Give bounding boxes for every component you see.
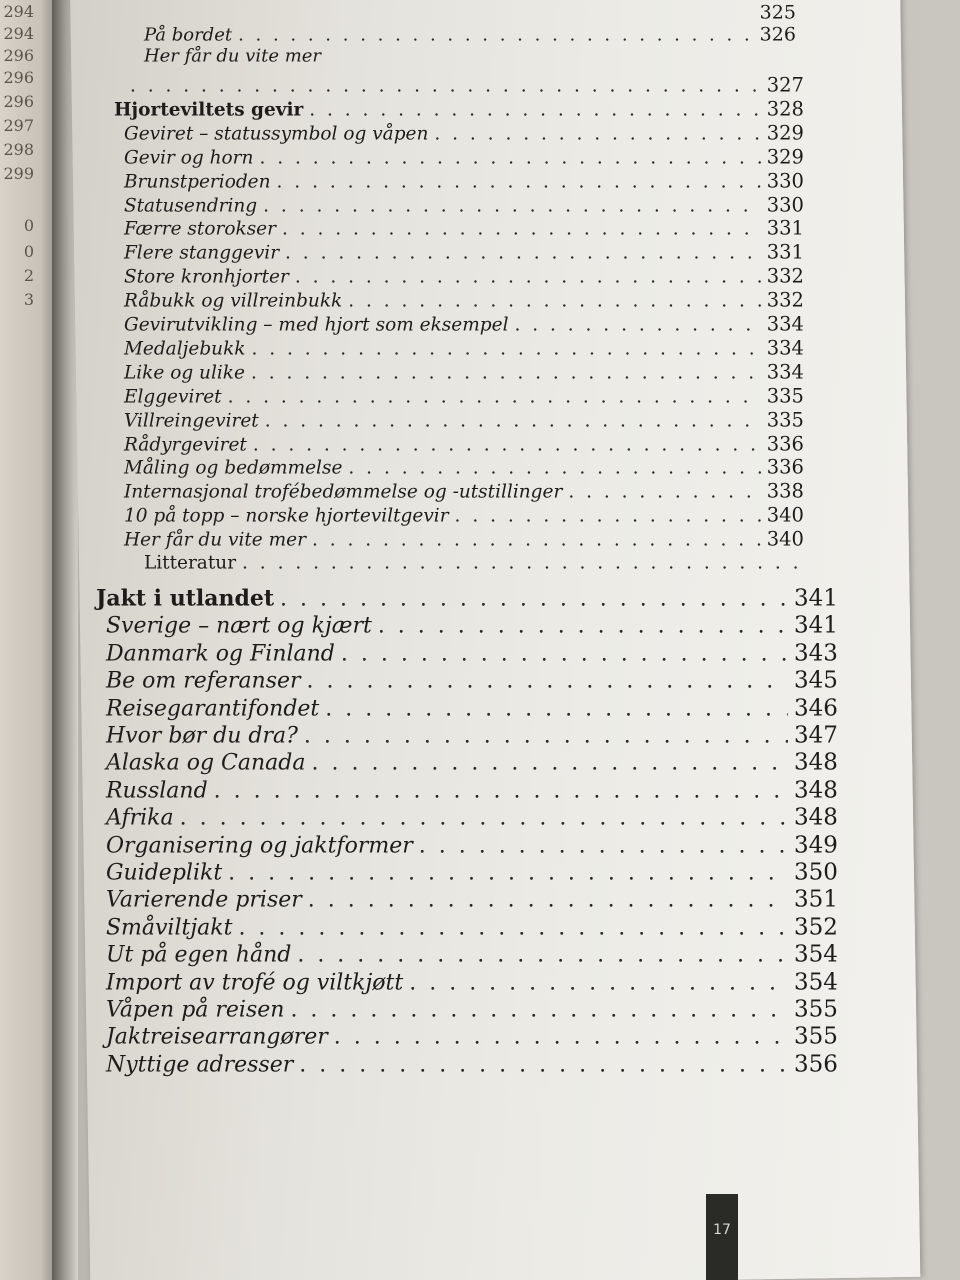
toc-entry [96, 585, 838, 612]
toc-entry-title: Litteratur [143, 552, 237, 574]
toc-entry-title: Reisegarantifondet [105, 696, 320, 722]
toc-entry [106, 969, 838, 996]
toc-entry-page: 332 [766, 264, 804, 288]
toc-leader-dots [214, 777, 788, 804]
toc-page [70, 0, 920, 1280]
toc-entry-title: Hjorteviltets gevir [113, 99, 304, 121]
toc-entry [124, 480, 804, 505]
toc-entry-page: 334 [766, 360, 804, 384]
toc-leader-dots [242, 551, 798, 575]
toc-leader-dots [455, 505, 761, 529]
toc-entry-page: 348 [794, 749, 838, 776]
left-page-number: 296 [3, 46, 34, 65]
toc-leader-dots [277, 170, 761, 194]
toc-entry [114, 97, 804, 122]
toc-leader-dots [409, 969, 788, 996]
toc-entry [106, 613, 838, 640]
toc-leader-dots [311, 750, 788, 777]
toc-leader-dots [419, 832, 788, 859]
toc-entry-page: 336 [766, 431, 804, 455]
toc-entry [106, 1024, 838, 1051]
toc-entry-page: 346 [794, 695, 838, 722]
toc-leader-dots [297, 942, 788, 969]
toc-entry [124, 312, 804, 337]
toc-entry [124, 193, 804, 218]
toc-entry-title: Afrika [105, 805, 174, 831]
toc-entry-page: 330 [766, 192, 804, 216]
toc-entry-page: 335 [766, 408, 804, 432]
toc-leader-dots [238, 914, 788, 941]
toc-leader-dots [295, 266, 761, 290]
toc-entry [106, 942, 838, 969]
toc-leader-dots [228, 859, 788, 886]
toc-entry-title: Småviltjakt [105, 915, 233, 941]
toc-entry-title: Statusendring [123, 194, 258, 216]
toc-entry-title: Råbukk og villreinbukk [123, 290, 343, 312]
toc-entry-page: 332 [766, 288, 804, 312]
toc-leader-dots [263, 194, 761, 218]
left-page-number: 296 [3, 92, 34, 111]
toc-entry-page: 345 [794, 667, 838, 694]
toc-entry [124, 217, 804, 242]
left-page-number: 2 [23, 266, 34, 285]
left-page-number: 294 [3, 24, 34, 43]
toc-entry-page: 330 [766, 169, 804, 193]
toc-leader-dots [334, 1024, 788, 1051]
toc-entry-page: 329 [766, 145, 804, 169]
toc-entry [106, 996, 838, 1023]
toc-entry-title: Sverige – nært og kjært [105, 613, 372, 639]
toc-entry-title: Rådyrgeviret [123, 433, 247, 455]
toc-leader-dots [568, 481, 760, 505]
toc-entry [106, 750, 838, 777]
toc-leader-dots [312, 529, 761, 553]
toc-entry-title: Alaska og Canada [105, 750, 306, 776]
left-page-number: 0 [23, 216, 34, 235]
toc-leader-dots [251, 337, 760, 361]
toc-entry [144, 1, 796, 23]
toc-entry [106, 777, 838, 804]
toc-entry [106, 859, 838, 886]
toc-entry-page: 326 [759, 23, 796, 46]
toc-entry-page: 354 [794, 941, 838, 968]
toc-entry [124, 265, 804, 290]
toc-entry [124, 73, 804, 98]
toc-entry [124, 432, 804, 457]
toc-entry-title: Import av trofé og viltkjøtt [105, 970, 404, 996]
toc-leader-dots [180, 805, 788, 832]
toc-entry-title: Like og ulike [123, 362, 245, 384]
toc-entry-page: 331 [766, 216, 804, 240]
left-page-number: 294 [3, 2, 34, 21]
toc-entry-page: 334 [766, 312, 804, 336]
toc-leader-dots [280, 585, 788, 612]
toc-entry-title: Hvor bør du dra? [105, 723, 298, 749]
toc-entry [106, 722, 838, 749]
toc-leader-dots [307, 668, 788, 695]
toc-entry [144, 23, 796, 46]
toc-entry-title: Flere stanggevir [123, 242, 280, 264]
toc-leader-dots [259, 146, 760, 170]
toc-entry [106, 695, 838, 722]
toc-entry-page: 355 [794, 996, 838, 1023]
toc-entry-page: 348 [794, 804, 838, 831]
toc-entry [124, 145, 804, 170]
toc-entry-page: 341 [794, 585, 838, 612]
toc-entry-page: 347 [794, 722, 838, 749]
toc-entry-page: 328 [766, 97, 804, 121]
toc-entry-page: 352 [794, 914, 838, 941]
toc-leader-dots [130, 74, 761, 98]
toc-entry-page: 338 [766, 479, 804, 503]
left-page-number: 296 [3, 68, 34, 87]
toc-entry [124, 408, 804, 433]
toc-entry-title: Her får du vite mer [143, 45, 322, 67]
toc-entry [124, 169, 804, 194]
toc-entry-title: Måling og bedømmelse [123, 457, 343, 479]
toc-entry-title: Jakt i utlandet [95, 585, 275, 612]
toc-entry [124, 241, 804, 266]
toc-entry [124, 289, 804, 314]
toc-entry-title: Guideplikt [105, 860, 223, 886]
toc-entry-page: 356 [794, 1051, 838, 1078]
toc-leader-dots [290, 996, 788, 1023]
toc-leader-dots [309, 98, 760, 122]
left-page-edge [0, 0, 58, 1280]
toc-entry-title: Gevirutvikling – med hjort som eksempel [123, 314, 509, 336]
toc-entry-title: Våpen på reisen [105, 997, 285, 1023]
toc-entry-title: Brunstperioden [123, 171, 271, 193]
toc-entry-title: Medaljebukk [123, 338, 246, 360]
toc-entry-title: Varierende priser [105, 887, 302, 913]
toc-entry [124, 504, 804, 529]
toc-entry-title: 10 på topp – norske hjorteviltgevir [123, 505, 449, 527]
toc-entry-title: Færre storokser [123, 218, 276, 240]
toc-entry [106, 832, 838, 859]
toc-entry [144, 551, 804, 575]
toc-entry-title: Geviret – statussymbol og våpen [123, 123, 429, 145]
toc-entry-page: 348 [794, 777, 838, 804]
toc-entry-page: 329 [766, 121, 804, 145]
toc-entry-title: Russland [105, 778, 208, 804]
left-page-number: 3 [23, 290, 34, 309]
toc-entry-title: Internasjonal trofébedømmelse og -utstillinger [123, 481, 563, 503]
toc-entry-title: Elggeviret [123, 386, 222, 408]
toc-entry-title: Gevir og horn [123, 147, 254, 169]
toc-leader-dots [282, 218, 761, 242]
toc-leader-dots [308, 887, 788, 914]
toc-entry-page: 327 [766, 73, 804, 97]
toc-entry [106, 668, 838, 695]
toc-leader-dots [285, 242, 761, 266]
toc-leader-dots [348, 290, 760, 314]
toc-leader-dots [228, 385, 761, 409]
toc-entry [124, 336, 804, 361]
toc-entry-page: 349 [794, 832, 838, 859]
toc-leader-dots [434, 122, 760, 146]
toc-entry-page: 340 [766, 527, 804, 551]
toc-entry-title: Ut på egen hånd [105, 942, 292, 968]
toc-entry-title: Her får du vite mer [123, 529, 306, 551]
toc-entry [106, 914, 838, 941]
toc-entry [124, 528, 804, 553]
toc-entry [106, 640, 838, 667]
toc-leader-dots [325, 695, 788, 722]
toc-leader-dots [348, 457, 760, 481]
folio-number: 17 [713, 1222, 731, 1238]
toc-entry [144, 45, 796, 67]
toc-entry [106, 805, 838, 832]
toc-entry-title: Jaktreisearrangører [105, 1024, 328, 1050]
toc-entry-page: 335 [766, 384, 804, 408]
toc-entry [124, 360, 804, 385]
toc-entry [124, 384, 804, 409]
toc-entry-page: 355 [794, 1023, 838, 1050]
toc-entry-page: 325 [759, 1, 796, 24]
toc-entry-page: 343 [794, 640, 838, 667]
toc-entry-page: 331 [766, 240, 804, 264]
toc-entry-title: Villreingeviret [123, 410, 259, 432]
toc-entry-title: Store kronhjorter [123, 266, 289, 288]
toc-entry [124, 121, 804, 146]
toc-leader-dots [299, 1051, 788, 1078]
toc-entry [124, 456, 804, 481]
toc-entry-page: 354 [794, 969, 838, 996]
toc-entry [106, 1051, 838, 1078]
toc-leader-dots [238, 24, 754, 46]
toc-leader-dots [265, 409, 761, 433]
toc-leader-dots [304, 722, 788, 749]
left-page-number: 299 [3, 164, 34, 183]
toc-entry [106, 887, 838, 914]
toc-entry-title: Danmark og Finland [105, 641, 335, 667]
toc-entry-page: 340 [766, 503, 804, 527]
folio-tab [706, 1194, 738, 1280]
left-page-number: 0 [23, 242, 34, 261]
toc-leader-dots [341, 640, 788, 667]
toc-leader-dots [253, 433, 761, 457]
toc-entry-page: 334 [766, 336, 804, 360]
toc-entry-title: På bordet [143, 24, 233, 46]
left-page-number: 298 [3, 140, 34, 159]
toc-entry-title: Nyttige adresser [105, 1052, 294, 1078]
toc-leader-dots [378, 613, 788, 640]
toc-entry-title: Organisering og jaktformer [105, 833, 413, 859]
toc-leader-dots [251, 361, 761, 385]
toc-leader-dots [514, 313, 760, 337]
toc-entry-page: 341 [794, 612, 838, 639]
toc-entry-page: 336 [766, 455, 804, 479]
toc-entry-page: 350 [794, 859, 838, 886]
left-page-number: 297 [3, 116, 34, 135]
toc-entry-page: 351 [794, 886, 838, 913]
toc-entry-title: Be om referanser [105, 668, 301, 694]
